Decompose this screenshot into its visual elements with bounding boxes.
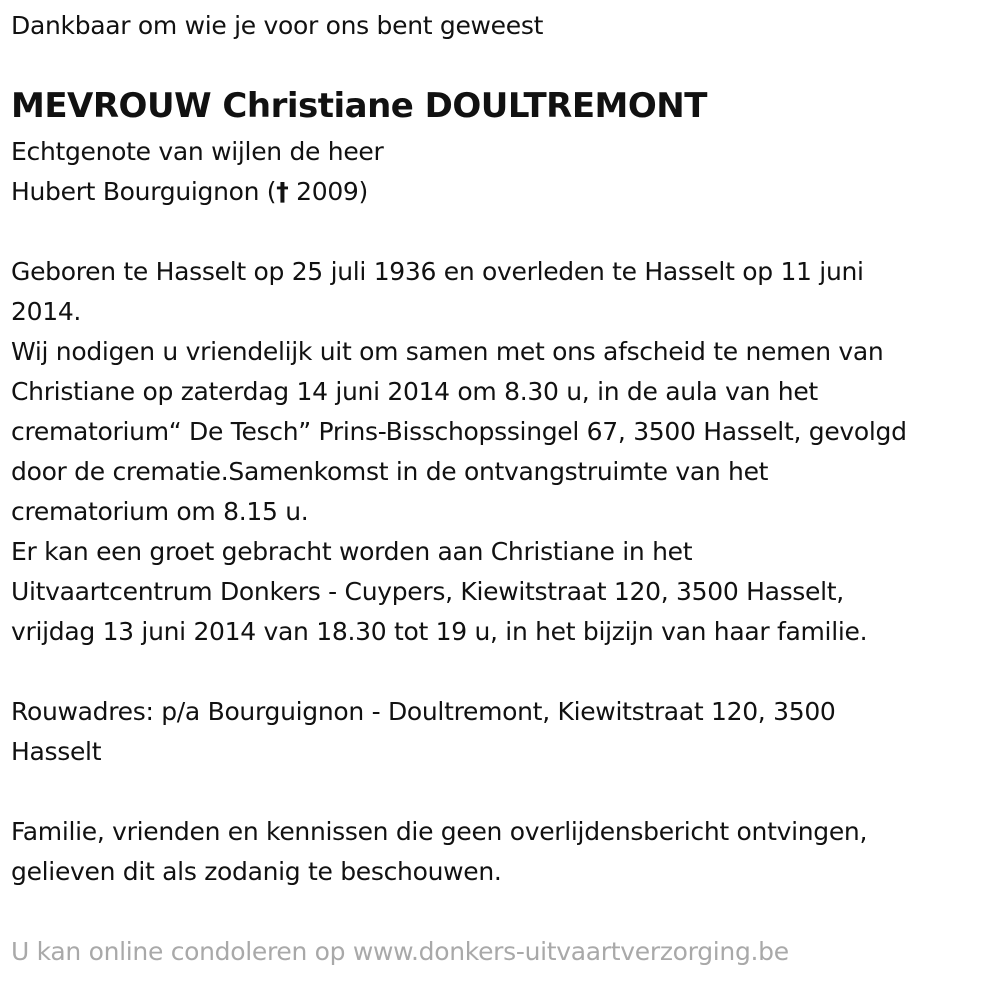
mourning-address-line: Rouwadres: p/a Bourguignon - Doultremont, Kiewitstraat 120, 3500	[11, 697, 836, 726]
notice-line: gelieven dit als zodanig te beschouwen.	[11, 857, 502, 886]
body-line: Christiane op zaterdag 14 juni 2014 om 8.30 u, in de aula van het	[11, 377, 818, 406]
body-line: Uitvaartcentrum Donkers - Cuypers, Kiewitstraat 120, 3500 Hasselt,	[11, 577, 844, 606]
body-line: crematorium om 8.15 u.	[11, 497, 309, 526]
ceremony-details	[11, 252, 986, 652]
deceased-name: MEVROUW Christiane DOULTREMONT	[11, 86, 707, 126]
spouse-name: Hubert Bourguignon (	[11, 177, 277, 206]
notice-line: Familie, vrienden en kennissen die geen overlijdensbericht ontvingen,	[11, 817, 868, 846]
body-line: Wij nodigen u vriendelijk uit om samen met ons afscheid te nemen van	[11, 337, 884, 366]
dagger-icon: †	[276, 177, 289, 206]
intro-text: Dankbaar om wie je voor ons bent geweest	[11, 11, 544, 40]
body-line: Er kan een groet gebracht worden aan Christiane in het	[11, 537, 693, 566]
spouse-line: Echtgenote van wijlen de heer	[11, 137, 384, 166]
spacer	[11, 212, 986, 252]
body-line: 2014.	[11, 297, 82, 326]
online-condolence-text: U kan online condoleren op www.donkers-uitvaartverzorging.be	[11, 937, 789, 966]
body-line: Geboren te Hasselt op 25 juli 1936 en overleden te Hasselt op 11 juni	[11, 257, 864, 286]
spacer	[11, 892, 986, 932]
obituary-document	[11, 6, 986, 972]
body-line: vrijdag 13 juni 2014 van 18.30 tot 19 u, in het bijzijn van haar familie.	[11, 617, 868, 646]
spacer	[11, 652, 986, 692]
mourning-address-city: Hasselt	[11, 737, 102, 766]
body-line: door de crematie.Samenkomst in de ontvangstruimte van het	[11, 457, 769, 486]
body-line: crematorium“ De Tesch” Prins-Bisschopssingel 67, 3500 Hasselt, gevolgd	[11, 417, 907, 446]
spouse-death-year: 2009)	[288, 177, 368, 206]
spacer	[11, 772, 986, 812]
spouse-name-line	[11, 172, 986, 212]
